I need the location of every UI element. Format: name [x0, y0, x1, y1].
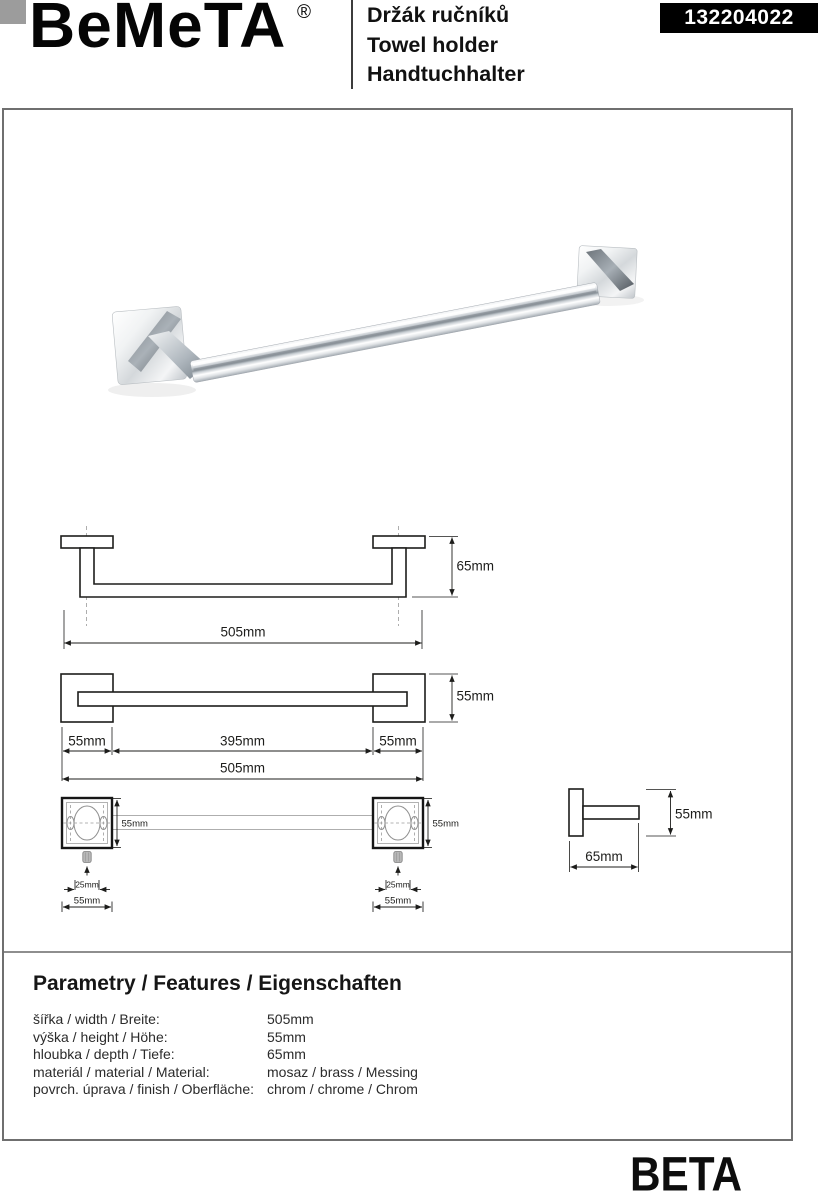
- header-divider: [351, 0, 353, 89]
- parameters-table: [33, 1011, 513, 1099]
- dimension-label: 55mm: [432, 818, 459, 830]
- registered-trademark-icon: ®: [297, 2, 311, 23]
- drawing-front-view: [61, 674, 494, 781]
- parameter-label: šířka / width / Breite:: [33, 1011, 160, 1027]
- photo-shadow: [108, 383, 196, 397]
- parameter-row: [33, 1064, 513, 1082]
- dimension-label: 55mm: [73, 895, 101, 907]
- product-names: [367, 1, 525, 90]
- product-name-en: Towel holder: [367, 32, 498, 57]
- dimension-label: 505mm: [219, 760, 266, 776]
- dimension-label: 395mm: [219, 733, 266, 749]
- product-name-de: Handtuchhalter: [367, 62, 525, 86]
- dimension-label: 25mm: [386, 879, 410, 890]
- drawing-side-view: [569, 789, 713, 872]
- dimension-label: 65mm: [585, 849, 623, 864]
- dimension-label: 55mm: [384, 895, 412, 907]
- dimension-label: 505mm: [220, 624, 266, 640]
- technical-drawings: [40, 518, 720, 918]
- dimension-label: 55mm: [121, 818, 148, 830]
- parameter-row: [33, 1081, 513, 1099]
- product-photo: [95, 235, 655, 405]
- parameter-label: materiál / material / Material:: [33, 1063, 210, 1080]
- wall-anchor-icon: [83, 852, 91, 863]
- dimension-label: 55mm: [456, 688, 495, 704]
- parameter-label: hloubka / depth / Tiefe:: [33, 1046, 175, 1063]
- parameters-heading: Parametry / Features / Eigenschaften: [33, 972, 402, 995]
- dimension-label: 55mm: [675, 806, 713, 822]
- mounting-right-plate: [373, 798, 459, 912]
- product-name-cs: Držák ručníků: [367, 3, 510, 27]
- dimension-label: 55mm: [68, 733, 106, 749]
- drawing-top-view: [61, 526, 494, 649]
- dimension-label: 55mm: [379, 733, 417, 749]
- series-name: BETA: [630, 1147, 743, 1200]
- product-code-box: [660, 3, 818, 33]
- photo-bar: [190, 282, 601, 383]
- parameter-label: povrch. úprava / finish / Oberfläche:: [33, 1081, 254, 1098]
- parameter-value: chrom / chrome / Chrom: [267, 1081, 418, 1098]
- parameter-value: mosaz / brass / Messing: [267, 1063, 418, 1080]
- brand-logo-square: [0, 0, 26, 24]
- parameter-label: výška / height / Höhe:: [33, 1028, 168, 1045]
- dimension-label: 25mm: [75, 879, 99, 890]
- parameter-value: 505mm: [267, 1011, 314, 1027]
- parameter-row: [33, 1029, 513, 1047]
- brand-logo: BeMeTA: [29, 0, 287, 61]
- product-code: 132204022: [684, 6, 794, 29]
- parameter-value: 55mm: [267, 1028, 306, 1045]
- parameter-value: 65mm: [267, 1046, 306, 1063]
- parameter-row: [33, 1011, 513, 1029]
- wall-anchor-icon: [394, 852, 402, 863]
- drawing-mounting-view: [62, 798, 459, 912]
- section-divider: [4, 951, 791, 953]
- dimension-label: 65mm: [456, 558, 495, 574]
- parameter-row: [33, 1046, 513, 1064]
